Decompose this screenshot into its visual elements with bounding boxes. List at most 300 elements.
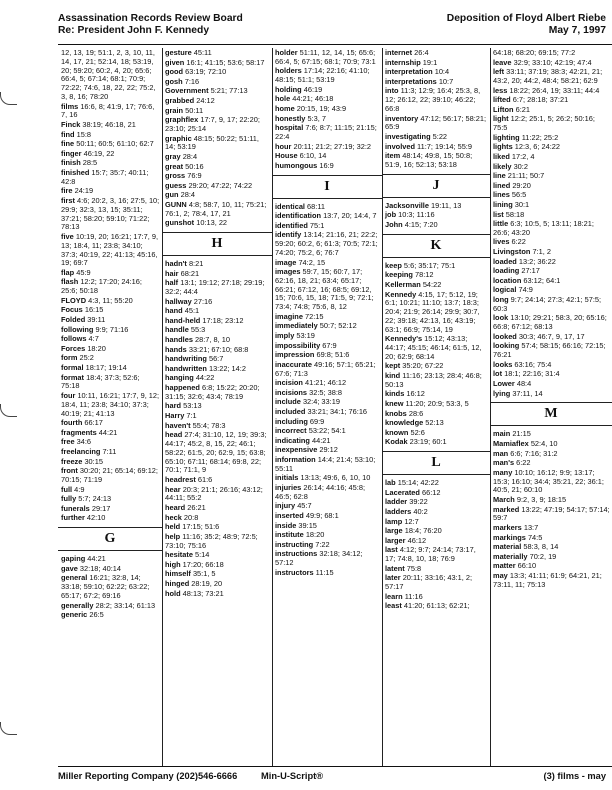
page-line-refs: 20:15, 19; 43:9: [296, 103, 347, 113]
index-entry: [275, 408, 380, 417]
page-line-refs: 12:2; 17:20; 24:16; 25:6; 50:18: [61, 277, 142, 296]
page-line-refs: 32:18; 40:14: [79, 563, 122, 573]
index-entry: [61, 602, 160, 611]
index-entry: [165, 431, 270, 475]
min-u-script-label: Min-U-Script®: [261, 771, 324, 781]
index-entry: [165, 59, 270, 68]
page-line-refs: 4:8; 58:7, 10, 11; 75:21; 76:1, 2; 78:4, 17, 21: [165, 199, 267, 218]
index-term: finished: [61, 167, 90, 177]
page-line-refs: 28:4: [180, 190, 195, 200]
index-entry: [61, 269, 160, 278]
page-line-refs: 18:20: [305, 530, 325, 540]
page-line-refs: 75:1: [309, 220, 325, 230]
page-line-refs: 17:2, 4: [511, 151, 535, 161]
page-line-refs: 66:12: [421, 487, 441, 497]
index-term: information: [275, 454, 316, 464]
page-line-refs: 48:13; 73:21: [182, 588, 224, 598]
page-line-refs: 26:4: [414, 48, 429, 57]
page-line-refs: 27:4; 31:10, 12, 19; 39:3; 44:17; 45:2, 8, 15, 22; 46:1; 58:22; 61:5, 20; 62:9, 15; 63:8; 65:10; 67:11; 68:14; 69:8, 22; 70:1; 71:1, 9: [165, 430, 267, 475]
index-term: flash: [61, 277, 79, 287]
index-term: fine: [61, 139, 75, 149]
page-line-refs: 13:7, 20; 14:4, 7: [323, 211, 377, 221]
page-line-refs: 59:7, 15; 60:7, 17; 62:16, 18, 21; 63:4; 65:17; 66:21; 67:12, 16; 68:5; 69:12, 15; 70:6, 15, 18; 71:5, 9; 72:1; 73:4; 74:8; 75:6, 8, 12: [275, 267, 374, 312]
page-line-refs: 16:15: [84, 305, 104, 315]
index-term: films: [61, 101, 79, 111]
page-line-refs: 20:8: [183, 512, 199, 522]
index-term: inexpensive: [275, 445, 318, 455]
index-entry: [165, 107, 270, 116]
page-line-refs: 40:2: [413, 507, 428, 516]
index-entry: [275, 569, 380, 578]
page-range: (3) films - may: [543, 771, 606, 781]
index-column-2: [162, 48, 273, 766]
index-term: fragments: [61, 427, 97, 437]
index-term: initials: [275, 473, 299, 483]
page-line-refs: 19:11, 13: [431, 200, 462, 210]
index-term: graphflex: [165, 115, 199, 125]
page-line-refs: 10:11, 16:21; 17:7, 9, 12; 18:4, 11; 23:8; 34:10; 37:3; 40:19; 21; 41:13: [61, 391, 160, 418]
page-line-refs: 52:6: [410, 427, 425, 437]
page-line-refs: 16:1; 41:15; 53:6; 58:17: [186, 57, 265, 67]
page-line-refs: 17:14; 22:16; 41:10; 48:15; 51:1; 53:19: [275, 66, 370, 85]
index-term: Forces: [61, 343, 86, 353]
page-line-refs: 4:6; 20:2, 3, 16; 27:5, 10; 29:9; 32:3, 13, 15; 35:11; 37:21; 58:20; 59:10; 71:22; 78:13: [61, 195, 160, 232]
index-entry: [493, 572, 610, 590]
index-term: Lifton: [493, 104, 514, 114]
index-term: latent: [385, 563, 405, 573]
index-entry: [275, 49, 380, 67]
index-term: lives: [493, 237, 510, 247]
index-entry: [385, 489, 488, 498]
page-line-refs: 10:13, 22: [196, 218, 228, 228]
page-line-refs: 39:22: [409, 497, 428, 507]
page-line-refs: 9:9; 71:16: [95, 324, 129, 334]
index-term: lamp: [385, 516, 403, 526]
page-line-refs: 4:15, 17; 5:12, 19; 6:1; 10:21; 11:10; 13:7; 18:3; 20:4; 21:9; 26:14; 29:9; 30:7, 22; 39:18; 42:13, 16; 43:19; 63:1; 66:9; 75:14, 19: [385, 289, 480, 334]
page-line-refs: 13:10; 29:21; 58:3, 20; 65:16; 66:8; 67:12; 68:13: [493, 313, 607, 332]
index-term: GUNN: [165, 199, 187, 209]
board-name: Assassination Records Review Board: [58, 13, 243, 24]
index-entry: [275, 484, 380, 502]
index-term: grabbed: [165, 95, 195, 105]
page-line-refs: 50:11: [185, 105, 204, 115]
page-line-refs: 19:1: [422, 57, 438, 67]
index-entry: [493, 248, 610, 257]
index-entry: [61, 169, 160, 187]
page-line-refs: 32:18; 34:12; 57:12: [275, 549, 363, 568]
page-line-refs: 12:3, 6; 24:22: [514, 142, 560, 152]
index-entry: [493, 87, 610, 96]
page-line-refs: 26:5: [89, 610, 104, 620]
page-line-refs: 28:7, 8, 10: [195, 335, 230, 345]
page-line-refs: 63:16; 75:4: [514, 359, 552, 369]
page-line-refs: 29:17: [91, 503, 111, 513]
index-entry: [493, 258, 610, 267]
index-term: first: [61, 195, 75, 205]
index-term: inside: [275, 520, 297, 530]
index-entry: [165, 504, 270, 513]
index-term: generic: [61, 610, 88, 620]
index-term: kind: [385, 371, 401, 381]
index-term: high: [165, 559, 181, 569]
index-term: instructions: [275, 549, 318, 559]
index-term: light: [493, 114, 509, 124]
index-entry: [385, 68, 488, 77]
index-term: interpretations: [385, 76, 437, 86]
page-line-refs: 13:14; 21:16, 21; 22:2; 59:20; 60:2, 6; 61:3; 70:5; 72:1; 74:20; 75:2, 6; 76:7: [275, 230, 378, 257]
index-entry: [493, 543, 610, 552]
index-term: may: [493, 570, 508, 580]
index-entry: [61, 150, 160, 159]
index-term: full: [61, 484, 73, 494]
index-entry: [61, 326, 160, 335]
page-line-refs: 4:15; 7:20: [404, 219, 438, 229]
index-entry: [61, 495, 160, 504]
index-term: hair: [165, 268, 179, 278]
index-entry: [275, 203, 380, 212]
index-term: looked: [493, 331, 517, 341]
index-entry: [61, 486, 160, 495]
index-entry: [61, 49, 160, 102]
index-term: keeping: [385, 270, 413, 280]
index-term: given: [165, 57, 185, 67]
index-term: Focus: [61, 305, 83, 315]
page-line-refs: 32:5; 38:8: [309, 387, 342, 397]
index-term: main: [493, 429, 511, 439]
index-term: knowledge: [385, 418, 424, 428]
index-term: likely: [493, 161, 512, 171]
index-term: form: [61, 353, 78, 363]
index-term: hand-held: [165, 315, 201, 325]
index-term: man's: [493, 458, 515, 468]
index-entry: [493, 524, 610, 533]
index-entry: [385, 429, 488, 438]
index-column-5: [490, 48, 612, 766]
index-entry: [165, 172, 270, 181]
page-line-refs: 52:13: [425, 418, 444, 428]
page-line-refs: 24:19: [74, 186, 94, 196]
index-term: fully: [61, 494, 77, 504]
index-term: himself: [165, 569, 191, 579]
index-entry: [165, 270, 270, 279]
page-line-refs: 8:21: [188, 259, 204, 269]
index-entry: [275, 67, 380, 85]
index-term: hear: [165, 484, 181, 494]
index-entry: [275, 105, 380, 114]
index-term: John: [385, 219, 403, 229]
index-term: guess: [165, 180, 187, 190]
page-line-refs: 66:17: [84, 418, 103, 428]
page-line-refs: 13:2; 36:22: [518, 256, 556, 266]
index-entry: [493, 172, 610, 181]
page-line-refs: 30:1: [514, 199, 530, 209]
index-term: indicating: [275, 435, 310, 445]
index-entry: [385, 49, 488, 58]
reporting-company: Miller Reporting Company (202)546-6666: [58, 771, 238, 781]
page-line-refs: 16:21; 32:8, 14; 33:18; 59:10; 62:22; 63:22; 65:17; 67:2; 69:16: [61, 573, 150, 600]
page-line-refs: 48:4: [516, 379, 532, 388]
page-line-refs: 6:22: [511, 237, 526, 247]
page-line-refs: 18:1; 22:16; 31:4: [504, 369, 560, 379]
page-line-refs: 30:3; 46:7, 9, 17, 17: [518, 331, 585, 341]
page-line-refs: 18:4; 37:3; 52:6; 75:18: [61, 372, 140, 391]
index-entry: [493, 106, 610, 115]
page-line-refs: 70:2, 19: [529, 551, 557, 561]
index-term: imply: [275, 331, 295, 341]
index-term: generally: [61, 600, 94, 610]
page-line-refs: 55:4; 78:3: [192, 420, 226, 430]
index-term: happened: [165, 383, 200, 393]
deposition-date: May 7, 1997: [548, 25, 606, 36]
index-term: look: [493, 313, 509, 323]
page-line-refs: 48:15; 50:22; 51:11, 14; 53:19: [165, 133, 259, 152]
index-entry: [61, 197, 160, 232]
index-term: lines: [493, 190, 510, 200]
index-entry: [275, 418, 380, 427]
index-term: last: [385, 545, 398, 555]
index-entry: [165, 336, 270, 345]
page-line-refs: 32:4; 33:19: [302, 397, 340, 407]
index-entry: [493, 333, 610, 342]
index-term: Harry: [165, 411, 185, 420]
page-line-refs: 54:22: [422, 279, 442, 289]
index-entry: [275, 351, 380, 360]
index-term: half: [165, 278, 179, 288]
index-entry: [385, 372, 488, 390]
index-entry: [61, 505, 160, 514]
index-entry: [165, 514, 270, 523]
section-letter: H: [162, 232, 272, 256]
page-line-refs: 46:19: [303, 84, 323, 94]
index-term: hallway: [165, 296, 192, 306]
index-entry: [61, 103, 160, 121]
index-entry: [61, 419, 160, 428]
index-entry: [385, 152, 488, 170]
index-entry: [165, 326, 270, 335]
index-entry: [165, 49, 270, 58]
index-entry: [275, 313, 380, 322]
page-line-refs: 11:7; 19:14; 55:9: [417, 141, 472, 151]
index-term: location: [493, 275, 522, 285]
page-line-refs: 50:7; 52:12: [319, 321, 357, 331]
page-line-refs: 45:9: [76, 267, 91, 277]
page-line-refs: 49:16; 57:1; 65:21; 67:6; 71:3: [275, 359, 376, 378]
index-entry: [493, 390, 610, 399]
index-term: hole: [275, 94, 291, 104]
page-line-refs: 51:11, 12, 14, 15; 65:6; 66:4, 5; 67:15; 68:1; 70:9; 73:1: [275, 48, 376, 66]
page-line-refs: 45:11: [193, 48, 212, 57]
index-entry: [493, 314, 610, 332]
index-term: Mamiaflex: [493, 438, 529, 448]
page-line-refs: 18:22; 26:4, 19; 33:11; 44:4: [509, 85, 600, 95]
index-term: freeze: [61, 456, 83, 466]
page-line-refs: 18:20: [87, 343, 106, 353]
index-entry: [61, 278, 160, 296]
index-entry: [493, 49, 610, 58]
index-entry: [165, 476, 270, 485]
index-term: identical: [275, 201, 305, 211]
index-entry: [275, 361, 380, 379]
index-entry: [385, 498, 488, 507]
page-line-refs: 13:13; 49:6, 6, 10, 10: [300, 473, 371, 483]
index-term: general: [61, 573, 88, 583]
index-term: holder: [275, 48, 298, 57]
binder-hole-mark: [0, 722, 17, 735]
index-entry: [61, 187, 160, 196]
index-term: markings: [493, 532, 526, 542]
index-entry: [385, 438, 488, 447]
index-entry: [275, 212, 380, 221]
index-term: honestly: [275, 113, 306, 123]
index-entry: [493, 562, 610, 571]
index-term: further: [61, 513, 85, 523]
index-term: internet: [385, 48, 413, 57]
index-term: handles: [165, 335, 193, 345]
header-right: [447, 13, 606, 37]
index-entry: [385, 508, 488, 517]
index-entry: [493, 191, 610, 200]
index-term: many: [493, 467, 513, 477]
index-entry: [275, 322, 380, 331]
index-term: lights: [493, 142, 513, 152]
index-term: impression: [275, 350, 315, 360]
page-line-refs: 10:7: [438, 76, 454, 86]
index-term: gaping: [61, 554, 86, 564]
page-line-refs: 5:3, 7: [307, 113, 326, 123]
index-entry: [61, 374, 160, 392]
page-line-refs: 34:6: [76, 437, 92, 447]
index-entry: [165, 580, 270, 589]
index-entry: [61, 555, 160, 564]
index-entry: [165, 68, 270, 77]
index-entry: [165, 355, 270, 364]
index-term: materially: [493, 551, 528, 561]
index-term: little: [493, 219, 509, 229]
page-line-refs: 30:15: [84, 456, 103, 466]
index-entry: [275, 512, 380, 521]
page-line-refs: 26:14; 44:16; 45:8; 46:5; 62:8: [275, 482, 365, 501]
page-line-refs: 46:12: [407, 535, 427, 545]
index-term: large: [385, 526, 403, 536]
page-line-refs: 28:5: [82, 158, 98, 168]
index-entry: [165, 87, 270, 96]
index-entry: [165, 191, 270, 200]
page-line-refs: 15:8: [76, 129, 91, 139]
index-entry: [61, 458, 160, 467]
index-entry: [275, 222, 380, 231]
index-term: later: [385, 573, 401, 583]
page-line-refs: 50:11; 60:5; 61:10; 62:7: [76, 139, 154, 149]
page-line-refs: 16:12: [406, 389, 425, 399]
index-entry: [165, 590, 270, 599]
index-term: gray: [165, 151, 181, 161]
index-term: job: [385, 210, 397, 220]
page-line-refs: 47:12; 56:17; 58:21; 65:9: [385, 113, 487, 132]
page-line-refs: 63:19; 72:10: [185, 67, 227, 77]
page-line-refs: 17:18; 23:12: [202, 315, 244, 325]
index-entry: [275, 456, 380, 474]
page-line-refs: 56:5: [511, 190, 527, 200]
page-line-refs: 6:3; 10:5, 5; 13:11; 18:21; 26:6; 43:20: [493, 219, 594, 237]
index-entry: [385, 419, 488, 428]
index-entry: [61, 514, 160, 523]
index-term: gave: [61, 563, 78, 573]
page-line-refs: 15:14; 42:22: [397, 478, 439, 488]
page-line-refs: 58:18: [505, 209, 525, 219]
page-line-refs: 20:3; 21:1; 26:16; 43:12; 44:11; 55:2: [165, 484, 263, 503]
index-entry: [165, 78, 270, 87]
page-line-refs: 53:22; 54:1: [308, 426, 346, 436]
index-term: hand: [165, 306, 183, 316]
index-term: funerals: [61, 503, 90, 513]
page-line-refs: 15:7; 35:7; 40:11; 42:8: [61, 167, 149, 186]
page-line-refs: 12, 13, 19; 51:1, 2, 3, 10, 11, 14, 17, 21; 52:14, 18; 53:19, 20; 59:20; 60:2, 4, 20; 65:6; 66:4, 5; 67:14; 68:1; 70:9; 72:22; 74:6, 18, 22, 22; 75:2, 3, 8, 16; 78:20: [61, 48, 156, 101]
index-entry: [165, 561, 270, 570]
index-term: involved: [385, 141, 415, 151]
index-entry: [165, 551, 270, 560]
page-line-refs: 72:15: [305, 311, 324, 321]
page-line-refs: 10:10; 16:12; 9:9; 13:17; 15:3; 16:10; 34:4; 35:21, 22; 36:1; 40:5, 21; 60:10: [493, 467, 604, 495]
page-line-refs: 13:22; 47:19; 54:17; 57:14; 59:7: [493, 504, 610, 523]
index-entry: [385, 410, 488, 419]
index-term: hadn't: [165, 259, 187, 269]
page-line-refs: 39:15: [298, 520, 317, 530]
page-line-refs: 44:22: [195, 373, 215, 383]
index-term: hour: [275, 141, 292, 151]
index-term: Kodak: [385, 437, 408, 447]
page-line-refs: 6:21: [515, 104, 530, 114]
page-line-refs: 50:16: [185, 161, 204, 171]
index-entry: [493, 469, 610, 495]
page-line-refs: 64:18; 68:20; 69:15; 77:2: [493, 48, 576, 57]
page-line-refs: 33:21; 34:1; 76:16: [307, 407, 368, 417]
index-term: kinds: [385, 389, 405, 399]
page-line-refs: 28:6: [408, 408, 424, 418]
page-line-refs: 63:12; 64:1: [523, 275, 561, 285]
index-term: man: [493, 448, 509, 458]
index-entry: [385, 479, 488, 488]
index-entry: [275, 152, 380, 161]
section-letter: L: [382, 451, 490, 475]
page-line-refs: 30:20; 21; 65:14; 69:12; 70:15; 71:19: [61, 466, 158, 484]
index-entry: [165, 201, 270, 219]
index-entry: [385, 527, 488, 536]
index-term: inserted: [275, 510, 304, 520]
page-line-refs: 76:9: [187, 171, 202, 181]
page-line-refs: 61:6: [197, 474, 213, 484]
index-entry: [385, 546, 488, 564]
index-entry: [61, 448, 160, 457]
index-entry: [493, 96, 610, 105]
section-letter: K: [382, 234, 490, 258]
page-line-refs: 32:9; 33:10; 42:19; 47:4: [513, 57, 592, 67]
index-term: four: [61, 391, 76, 401]
index-term: imagine: [275, 311, 303, 321]
index-entry: [165, 412, 270, 421]
index-term: FLOYD: [61, 295, 87, 305]
index-entry: [165, 523, 270, 532]
index-entry: [493, 134, 610, 143]
index-entry: [61, 392, 160, 418]
page-line-refs: 14:4; 21:4; 53:10; 55:11: [275, 454, 376, 473]
index-term: follows: [61, 334, 87, 344]
index-term: learn: [385, 591, 403, 601]
page-line-refs: 11:22; 25:2: [521, 132, 559, 142]
index-term: gesture: [165, 48, 192, 57]
index-entry: [275, 389, 380, 398]
index-term: ladders: [385, 507, 412, 516]
index-term: handwritten: [165, 363, 207, 373]
